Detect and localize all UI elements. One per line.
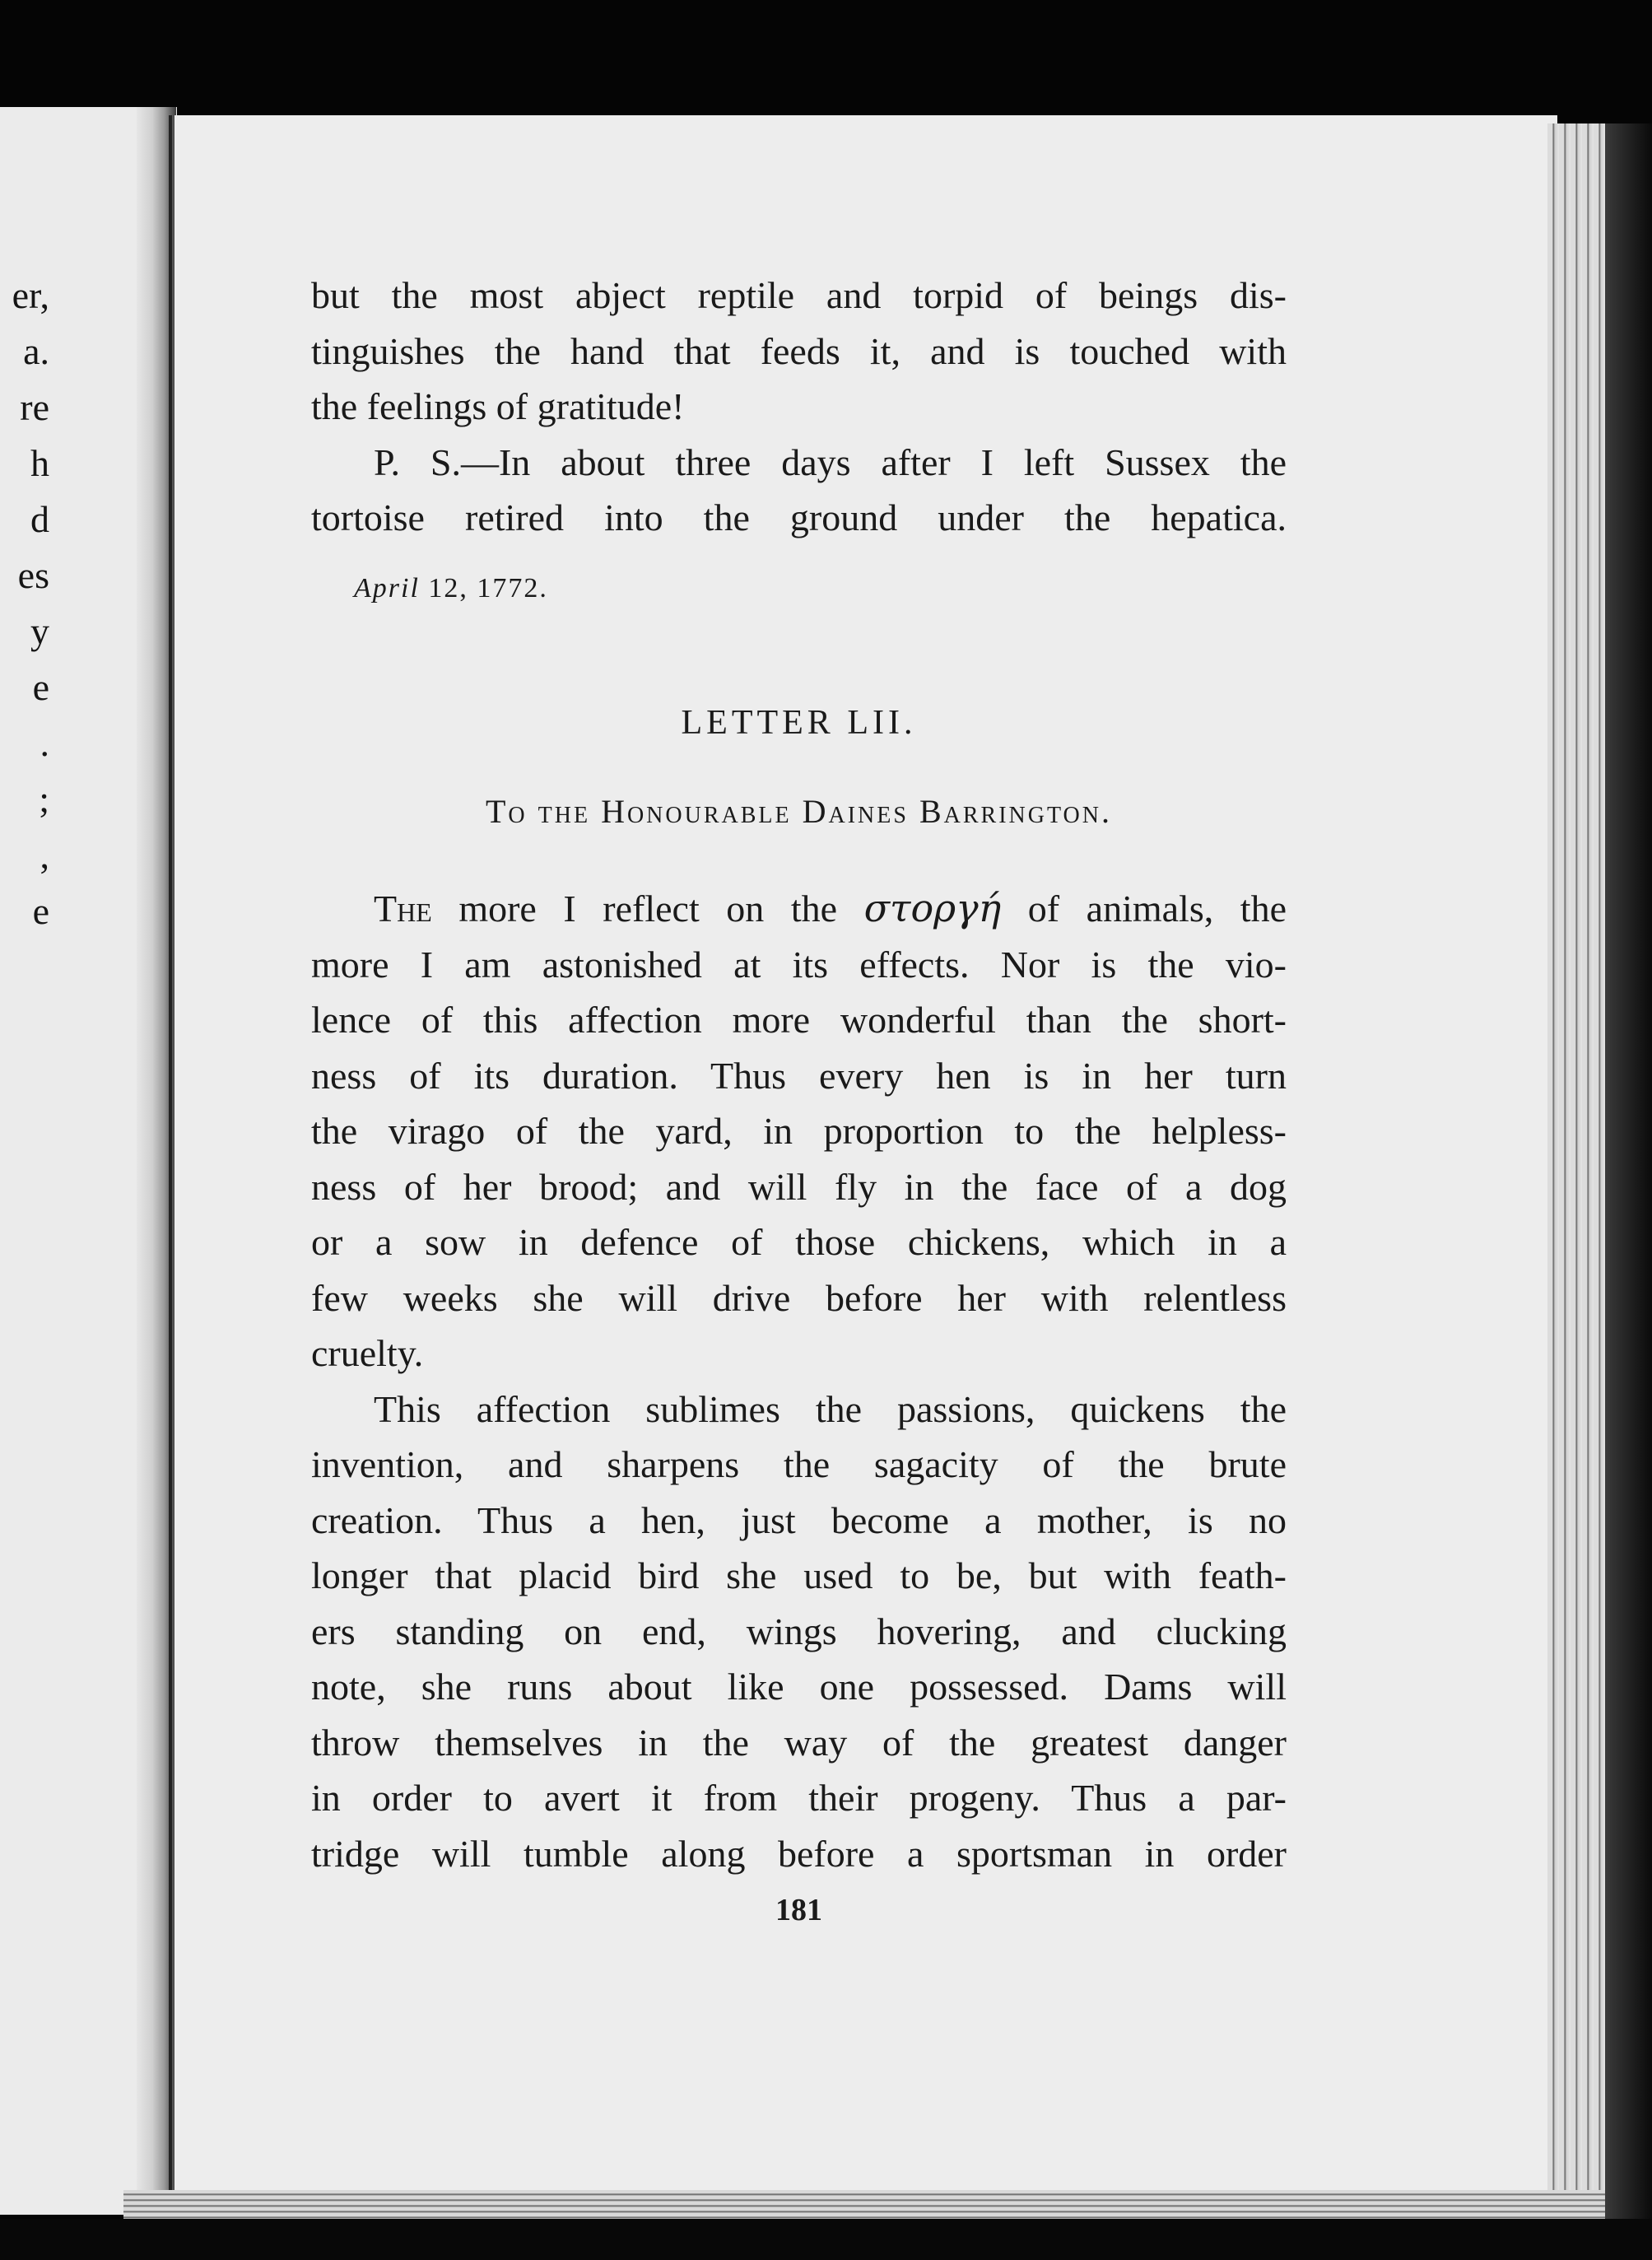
left-fragment: y bbox=[30, 610, 49, 652]
text-line: but the most abject reptile and torpid of beings dis- bbox=[311, 274, 1287, 316]
text-line: ness of its duration. Thus every hen is in her turn bbox=[311, 1054, 1287, 1097]
letter-recipient: To the Honourable Daines Barrington. bbox=[485, 793, 1112, 830]
left-fragment: a. bbox=[23, 330, 49, 372]
left-fragment: er, bbox=[12, 274, 49, 316]
text-fragment: more I reflect on the bbox=[431, 888, 864, 930]
text-line: P. S.—In about three days after I left Sussex the bbox=[374, 440, 1287, 483]
date-rest: 12, 1772. bbox=[428, 573, 548, 603]
text-line: more I am astonished at its effects. Nor is the vio- bbox=[311, 943, 1287, 986]
letter-heading: LETTER LII. bbox=[681, 704, 917, 742]
text-line: in order to avert it from their progeny. Thus a par- bbox=[311, 1777, 1287, 1819]
text-line: longer that placid bird she used to be, but with feath- bbox=[311, 1554, 1287, 1596]
text-line: ness of her brood; and will fly in the face of a dog bbox=[311, 1165, 1287, 1208]
text-line: note, she runs about like one possessed. Dams will bbox=[311, 1666, 1287, 1708]
letter-paragraph-1 bbox=[311, 881, 1287, 1382]
greek-word: στοργή bbox=[863, 886, 1002, 930]
text-line: tinguishes the hand that feeds it, and is touched with bbox=[311, 329, 1287, 372]
scan-border bbox=[0, 2219, 1652, 2260]
text-line: ers standing on end, wings hovering, and clucking bbox=[311, 1610, 1287, 1652]
left-fragment: re bbox=[20, 386, 49, 428]
text-line: creation. Thus a hen, just become a mother, is no bbox=[311, 1498, 1287, 1541]
left-page-text-fragments bbox=[0, 268, 49, 939]
letter-paragraph-2 bbox=[311, 1382, 1287, 1882]
page-number: 181 bbox=[775, 1893, 822, 1927]
left-fragment: ; bbox=[39, 778, 49, 820]
left-fragment: es bbox=[17, 554, 49, 596]
page-edge-shadow bbox=[1605, 123, 1652, 2260]
gutter-line bbox=[169, 115, 172, 2206]
text-line: lence of this affection more wonderful than the short- bbox=[311, 999, 1287, 1041]
text-line: throw themselves in the way of the greatest danger bbox=[311, 1721, 1287, 1764]
continuation-text bbox=[311, 268, 1287, 546]
text-line: the virago of the yard, in proportion to the helpless- bbox=[311, 1110, 1287, 1152]
left-fragment: d bbox=[30, 498, 49, 540]
letter-date bbox=[354, 573, 548, 604]
text-line: or a sow in defence of those chickens, which in a bbox=[311, 1221, 1287, 1263]
text-line: tridge will tumble along before a sportsman in order bbox=[311, 1832, 1287, 1875]
opening-word: The bbox=[374, 888, 432, 930]
letter-body bbox=[311, 881, 1287, 1881]
left-fragment: , bbox=[40, 834, 49, 876]
text-line: few weeks she will drive before her with relentless bbox=[311, 1276, 1287, 1319]
continuation-paragraph bbox=[311, 268, 1287, 435]
text-line: tortoise retired into the ground under the hepatica. bbox=[311, 496, 1287, 538]
text-line: invention, and sharpens the sagacity of the brute bbox=[311, 1443, 1287, 1485]
left-fragment: e bbox=[32, 890, 49, 932]
text-line bbox=[311, 881, 1287, 937]
bottom-page-edges bbox=[123, 2190, 1605, 2223]
text-fragment: of animals, the bbox=[1001, 888, 1287, 930]
postscript-paragraph bbox=[311, 435, 1287, 546]
left-fragment: . bbox=[40, 722, 49, 764]
text-line: cruelty. bbox=[311, 1332, 424, 1374]
text-line: the feelings of gratitude! bbox=[311, 385, 685, 427]
text-line: This affection sublimes the passions, quickens the bbox=[374, 1387, 1287, 1430]
left-fragment: e bbox=[32, 666, 49, 708]
left-fragment: h bbox=[30, 442, 49, 484]
date-month: April bbox=[354, 573, 420, 603]
